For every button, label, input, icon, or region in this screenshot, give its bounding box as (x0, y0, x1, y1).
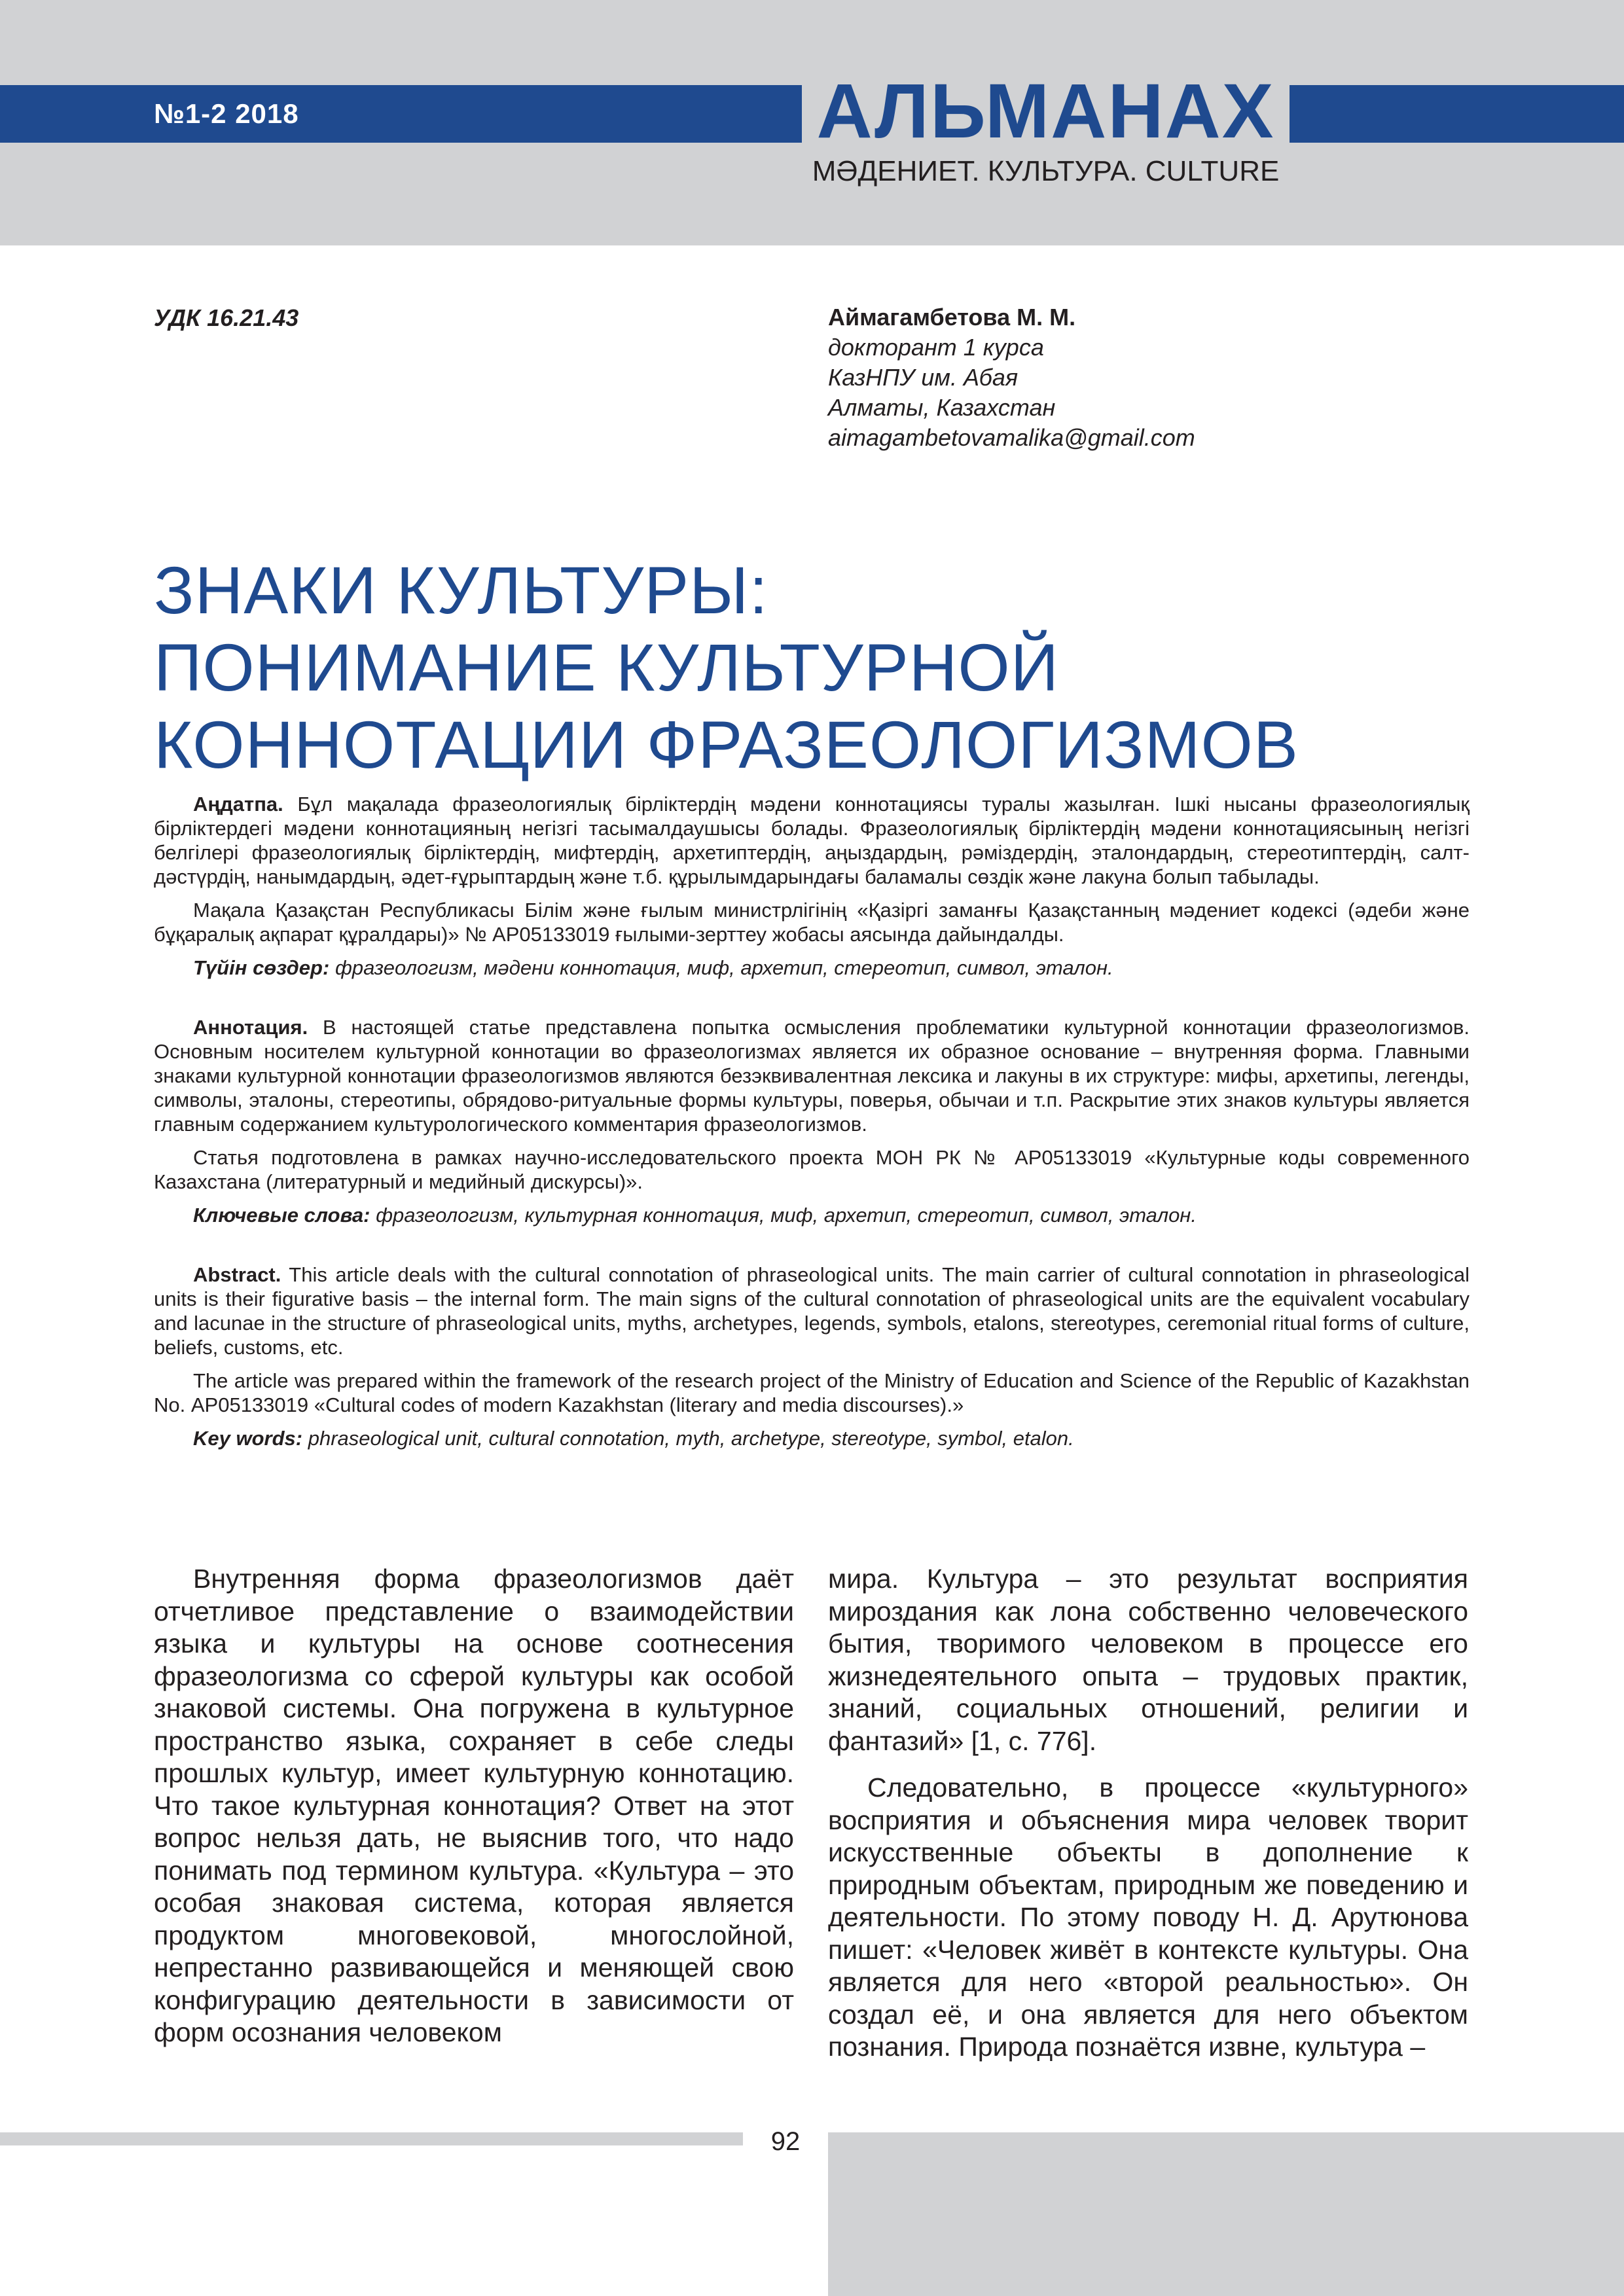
journal-title: АЛЬМАНАХ (816, 68, 1275, 154)
title-line-2: ПОНИМАНИЕ КУЛЬТУРНОЙ (154, 630, 1060, 706)
title-line-1: ЗНАКИ КУЛЬТУРЫ: (154, 553, 768, 628)
abstract-ru-funding: Статья подготовлена в рамках научно-исследовательского проекта МОН РК № АР05133019 «Культурные коды современного Казахстана (литературный и медийный дискурсы)». (154, 1146, 1470, 1193)
body-paragraph: Внутренняя форма фразеологизмов даёт отчетливое представление о взаимодействии языка и культуры на основе соотнесения фразеологизма со сферой культуры как особой знаковой системы. Она погружена в культурное пространство языка, сохраняет в себе следы прошлых культур, имеет культурную коннотацию. Что такое культурная коннотация? Ответ на этот вопрос нельзя дать, не выяснив того, что надо понимать под термином культура. «Культура – это особая знаковая система, которая является продуктом многовековой, многослойной, непрестанно развивающейся и меняющей свою конфигурацию деятельности в зависимости от форм осознания человеком (154, 1564, 794, 2047)
abstract-en-label: Abstract. (193, 1263, 281, 1286)
keywords-en-text: phraseological unit, cultural connotation, myth, archetype, stereotype, symbol, etalon. (308, 1427, 1074, 1450)
abstracts-section (154, 792, 1470, 1450)
author-block (828, 302, 1195, 453)
abstract-kz-text: Бұл мақалада фразеологиялық бірліктердің мәдени коннотациясы туралы жазылған. Ішкі нысаны фразеологиялық бірліктердегі мәдени коннотацияның негізгі тасымалдаушысы болады. Фразеологиялық бірліктердің мәдени коннотациясының негізгі белгілері фразеологиялық бірліктердің, мифтердің, архетиптердің, аңыздардың, рәміздердің, эталондардың, стереотиптердің, салт-дәстүрдің, нанымдардың, әдет-ғұрыптардың және т.б. құрылымдарындағы баламалы сөздік және лакуна болып табылады. (154, 793, 1470, 888)
abstract-ru-label: Аннотация. (193, 1016, 308, 1039)
page-number: 92 (770, 2127, 801, 2156)
abstract-ru-keywords (154, 1203, 1470, 1227)
keywords-ru-label: Ключевые слова: (193, 1204, 370, 1227)
udk-code: УДК 16.21.43 (154, 304, 299, 331)
author-name: Аймагамбетова М. М. (828, 304, 1076, 331)
title-line-3: КОННОТАЦИИ ФРАЗЕОЛОГИЗМОВ (154, 708, 1299, 783)
footer-block-right (828, 2132, 1624, 2296)
author-email: aimagambetovamalika@gmail.com (828, 424, 1195, 451)
body-paragraph: мира. Культура – это результат восприятия мироздания как лона собственно человеческого бытия, творимого человеком в процессе его жизнедеятельного опыта – трудовых практик, знаний, социальных отношений, религии и фантазий» [1, с. 776]. (828, 1564, 1468, 1756)
article-title (154, 552, 1476, 783)
header-blue-bar-right (1290, 85, 1624, 143)
abstract-en (154, 1263, 1470, 1359)
body-paragraph: Следовательно, в процессе «культурного» восприятия и объяснения мира человек творит искусственные объекты в дополнение к природным объектам, природным же поведению и деятельности. По этому поводу Н. Д. Арутюнова пишет: «Человек живёт в контексте культуры. Она является для него «второй реальностью». Он создал её, и она является для него объектом познания. Природа познаётся извне, культура – (828, 1772, 1468, 2062)
abstract-kz-keywords (154, 956, 1470, 980)
abstract-en-funding: The article was prepared within the framework of the research project of the Ministry of Education and Science of the Republic of Kazakhstan No. АР05133019 «Cultural codes of modern Kazakhstan (literary and media discourses).» (154, 1369, 1470, 1416)
keywords-kz-text: фразеологизм, мәдени коннотация, миф, архетип, стереотип, символ, эталон. (334, 956, 1113, 979)
header-blue-bar-left (0, 85, 802, 143)
abstract-kz (154, 792, 1470, 889)
abstract-kz-funding: Мақала Қазақстан Республикасы Білім және ғылым министрлігінің «Қазіргі заманғы Қазақстанның мәдениет кодексі (әдеби және бұқаралық ақпарат құралдары)» № АР05133019 ғылыми-зерттеу жобасы аясында дайындалды. (154, 899, 1470, 946)
abstract-ru (154, 1015, 1470, 1136)
keywords-en-label: Key words: (193, 1427, 303, 1450)
abstract-en-keywords (154, 1426, 1470, 1450)
body-column-right (828, 1563, 1468, 2064)
journal-subtitle: МӘДЕНИЕТ. КУЛЬТУРА. CULTURE (812, 155, 1280, 187)
abstract-kz-label: Аңдатпа. (193, 793, 283, 816)
author-city: Алматы, Казахстан (828, 394, 1056, 421)
body-column-left (154, 1563, 794, 2049)
footer-bar-left (0, 2132, 743, 2145)
abstract-en-text: This article deals with the cultural connotation of phraseological units. The main carrier of cultural connotation in phraseological units is their figurative basis – the internal form. The main signs of the cultural connotation of phraseological units are the equivalent vocabulary and lacunae in the structure of phraseological units, myths, archetypes, legends, symbols, etalons, stereotypes, ceremonial ritual forms of culture, beliefs, customs, etc. (154, 1263, 1470, 1359)
author-position: докторант 1 курса (828, 334, 1044, 361)
abstract-ru-text: В настоящей статье представлена попытка осмысления проблематики культурной коннотации фразеологизмов. Основным носителем культурной коннотации во фразеологизмах является их образное основание – внутренняя форма. Главными знаками культурной коннотации фразеологизмов являются безэквивалентная лексика и лакуны в их структуре: мифы, архетипы, легенды, символы, эталоны, стереотипы, обрядово-ритуальные формы культуры, поверья, обычаи и т.п. Раскрытие этих знаков культуры является главным содержанием культурологического комментария фразеологизмов. (154, 1016, 1470, 1136)
keywords-ru-text: фразеологизм, культурная коннотация, миф, архетип, стереотип, символ, эталон. (376, 1204, 1197, 1227)
author-university: КазНПУ им. Абая (828, 364, 1019, 391)
keywords-kz-label: Түйін сөздер: (193, 956, 330, 979)
issue-number: №1-2 2018 (154, 98, 299, 129)
